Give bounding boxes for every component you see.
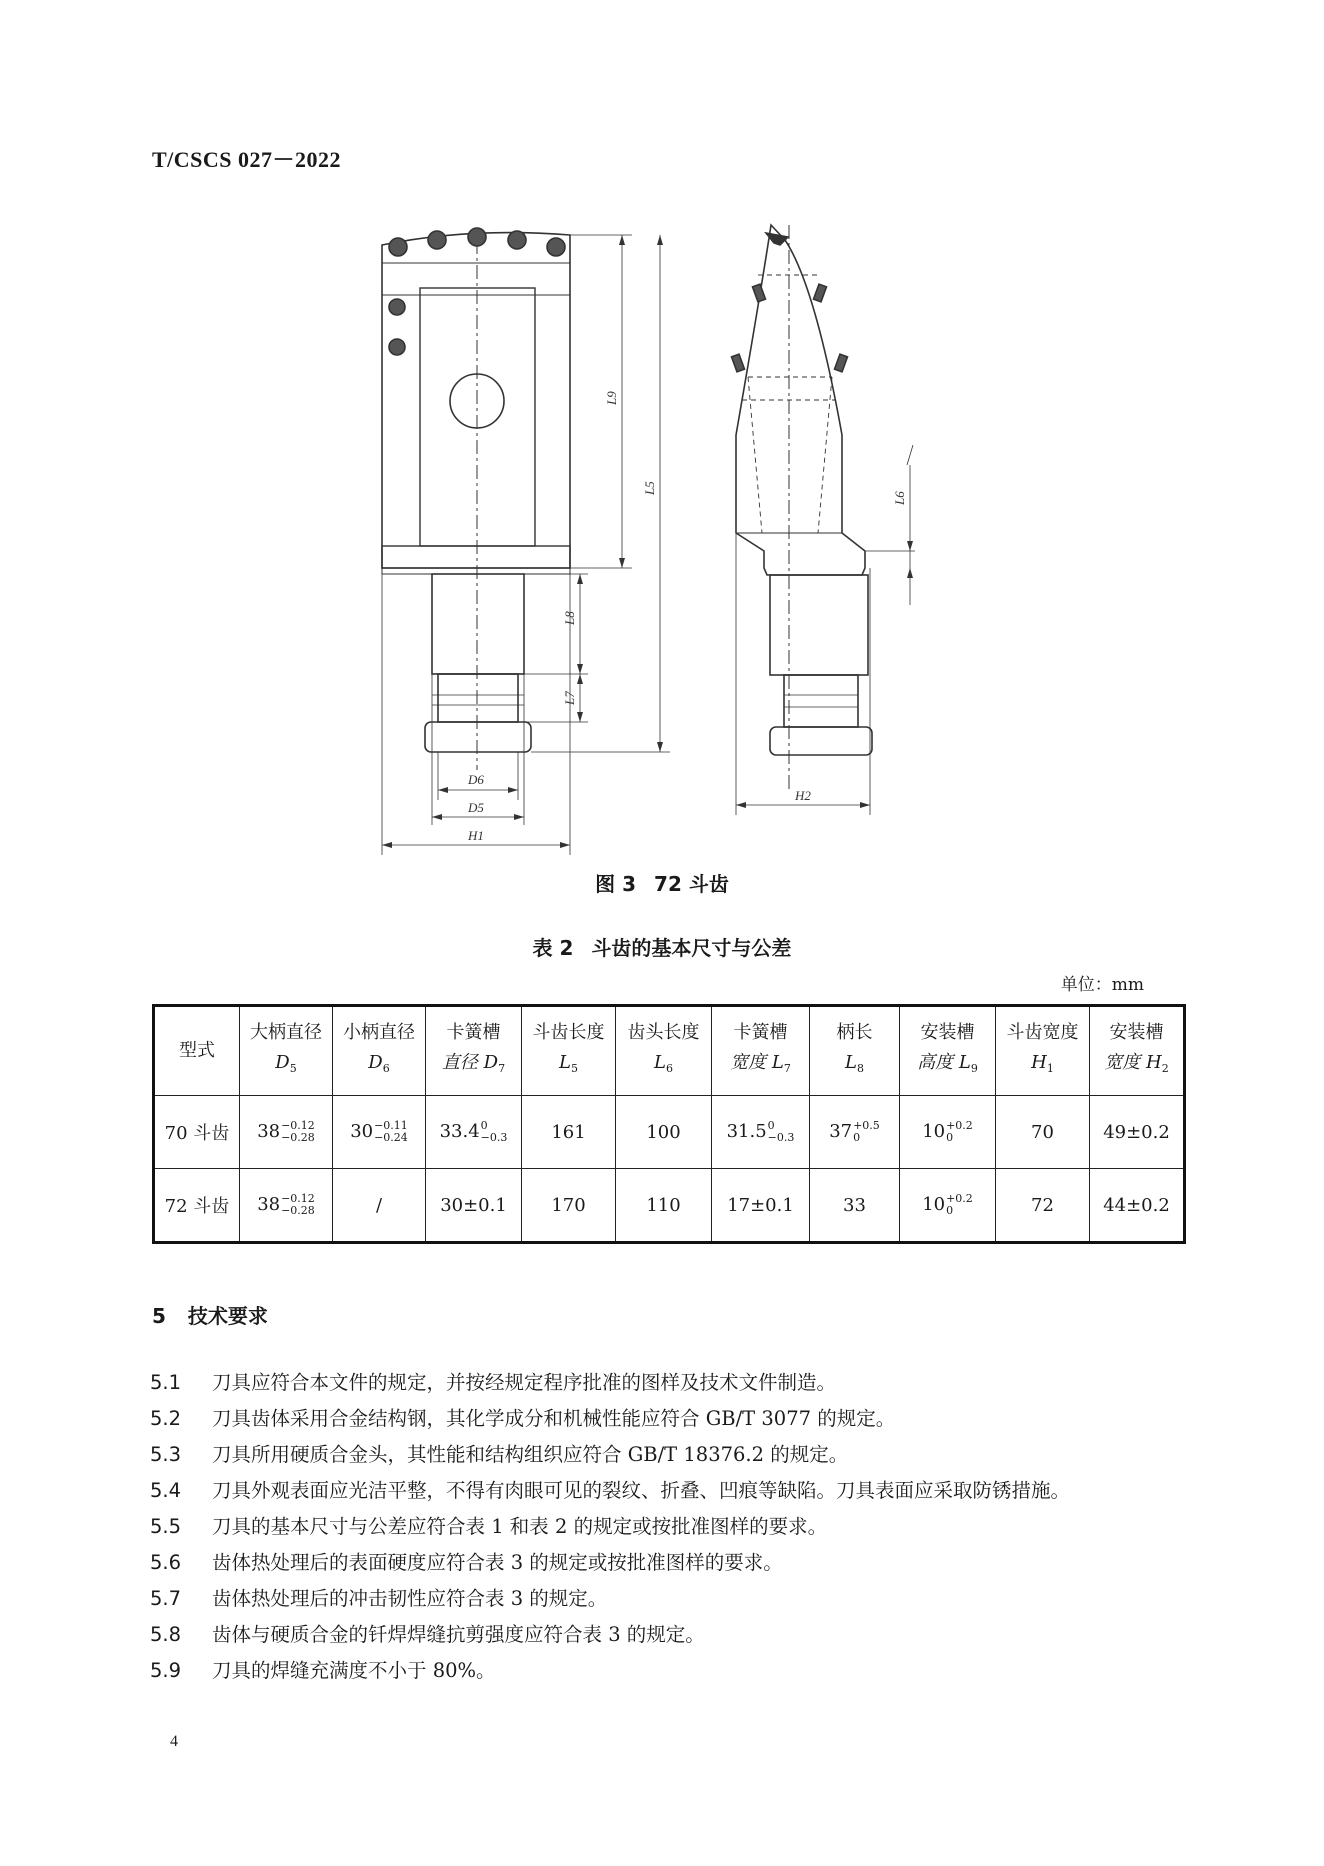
lower-deviation: 0 (853, 1131, 861, 1144)
dim-label-d6: D6 (468, 772, 484, 787)
clause-item (150, 1509, 1190, 1545)
clause-text: 刀具所用硬质合金头，其性能和结构组织应符合 GB/T 18376.2 的规定。 (212, 1443, 849, 1466)
table-cell-d5 (240, 1096, 333, 1169)
tolerance (481, 1120, 508, 1144)
column-header-symbol: 直径 D (441, 1052, 499, 1073)
column-header (426, 1006, 522, 1096)
table-cell-h2: 44±0.2 (1090, 1169, 1185, 1243)
column-header-symbol: 宽度 L (730, 1052, 784, 1073)
dim-label-h1: H1 (468, 828, 484, 843)
column-header (616, 1006, 712, 1096)
clause-number: 5.6 (150, 1551, 182, 1574)
lower-deviation: −0.24 (374, 1131, 408, 1144)
column-header-line1: 小柄直径 (343, 1022, 415, 1043)
lower-deviation: 0 (946, 1204, 954, 1217)
dim-label-l9: L9 (604, 391, 619, 405)
tolerance (946, 1193, 973, 1217)
clause-text: 齿体热处理后的表面硬度应符合表 3 的规定或按批准图样的要求。 (212, 1551, 783, 1574)
column-header-line2 (242, 1048, 330, 1084)
column-header (810, 1006, 900, 1096)
table-cell-l7: 17±0.1 (712, 1169, 810, 1243)
lower-deviation: −0.28 (281, 1131, 315, 1144)
column-header-line2 (714, 1048, 807, 1084)
table-cell-h2: 49±0.2 (1090, 1096, 1185, 1169)
column-header-line1: 斗齿长度 (532, 1022, 605, 1043)
column-header-line1: 齿头长度 (627, 1022, 700, 1043)
dim-label-l8: L8 (562, 611, 577, 625)
dim-label-l6: L6 (892, 491, 907, 505)
upper-deviation: −0.12 (281, 1192, 315, 1205)
dim-label-d5: D5 (468, 800, 484, 815)
tolerance (281, 1193, 315, 1217)
column-header-subscript: 6 (382, 1062, 390, 1075)
column-header-subscript: 8 (856, 1062, 864, 1075)
column-header-line1: 卡簧槽 (733, 1022, 788, 1043)
dim-label-l5: L5 (642, 481, 657, 495)
clause-number: 5.5 (150, 1515, 182, 1538)
lower-deviation: −0.3 (767, 1131, 795, 1144)
column-header-line2 (812, 1048, 897, 1084)
table-cell-d7 (426, 1096, 522, 1169)
figure-label: 图 3 (595, 872, 637, 896)
clause-item (150, 1617, 1190, 1653)
column-header (522, 1006, 616, 1096)
table-cell-type: 70 斗齿 (154, 1096, 240, 1169)
lower-deviation: −0.28 (281, 1204, 315, 1217)
table-unit: 单位：mm (1060, 975, 1144, 995)
column-header (996, 1006, 1090, 1096)
upper-deviation: +0.2 (946, 1119, 973, 1132)
table-cell-h1: 70 (996, 1096, 1090, 1169)
column-header-subscript: 7 (498, 1062, 506, 1075)
header-row (154, 1006, 1185, 1096)
tolerance (853, 1120, 880, 1144)
nominal-value: 31.5 (726, 1121, 767, 1142)
nominal-value: 37 (829, 1121, 853, 1142)
section-number: 5 (152, 1304, 166, 1328)
table-row (154, 1169, 1185, 1243)
clause-text: 齿体与硬质合金的钎焊焊缝抗剪强度应符合表 3 的规定。 (212, 1623, 705, 1646)
column-header (154, 1006, 240, 1096)
figure-drawing (370, 215, 970, 855)
document-code: T/CSCS 027－2022 (152, 147, 342, 172)
column-header-line2 (902, 1048, 993, 1084)
column-header-subscript: 7 (783, 1062, 791, 1075)
table-cell-d7: 30±0.1 (426, 1169, 522, 1243)
section-heading (152, 1300, 268, 1329)
clause-item (150, 1653, 1190, 1689)
column-header-symbol: D (368, 1052, 383, 1073)
upper-deviation: 0 (767, 1119, 775, 1132)
clause-item (150, 1581, 1190, 1617)
column-header-line1: 卡簧槽 (446, 1022, 501, 1043)
table-cell-l9 (900, 1096, 996, 1169)
column-header-line2 (618, 1048, 709, 1084)
column-header-subscript: 2 (1161, 1062, 1169, 1075)
dimension-table (152, 1004, 1186, 1244)
column-header-symbol: H (1031, 1052, 1047, 1073)
clause-number: 5.7 (150, 1587, 182, 1610)
column-header-line2 (1092, 1048, 1181, 1084)
table-cell-l6: 100 (616, 1096, 712, 1169)
column-header-subscript: 9 (970, 1062, 978, 1075)
column-header (900, 1006, 996, 1096)
column-header-line2 (428, 1048, 519, 1084)
column-header-subscript: 1 (1046, 1062, 1054, 1075)
column-header-line2 (998, 1048, 1087, 1084)
column-header-symbol: L (654, 1052, 666, 1073)
tolerance (281, 1120, 315, 1144)
clause-text: 刀具应符合本文件的规定，并按经规定程序批准的图样及技术文件制造。 (212, 1371, 837, 1394)
section-title: 技术要求 (187, 1304, 268, 1328)
nominal-value: 10 (922, 1121, 946, 1142)
column-header-subscript: 5 (570, 1062, 578, 1075)
clause-text: 齿体热处理后的冲击韧性应符合表 3 的规定。 (212, 1587, 608, 1610)
table-cell-d6 (333, 1096, 426, 1169)
clause-number: 5.9 (150, 1659, 182, 1682)
nominal-value: 30 (350, 1121, 374, 1142)
figure-title: 72 斗齿 (654, 872, 729, 896)
column-header (712, 1006, 810, 1096)
page-number: 4 (170, 1733, 178, 1750)
table-cell-l5: 161 (522, 1096, 616, 1169)
upper-deviation: +0.2 (946, 1192, 973, 1205)
clause-number: 5.3 (150, 1443, 182, 1466)
table-label: 表 2 (532, 936, 574, 960)
clause-text: 刀具的焊缝充满度不小于 80%。 (212, 1659, 496, 1682)
clause-text: 刀具外观表面应光洁平整，不得有肉眼可见的裂纹、折叠、凹痕等缺陷。刀具表面应采取防锈措施。 (212, 1479, 1071, 1502)
upper-deviation: −0.12 (281, 1119, 315, 1132)
tolerance (768, 1120, 795, 1144)
column-header-line1: 柄长 (836, 1022, 873, 1043)
dim-label-l7: L7 (562, 691, 577, 705)
column-header-line1: 斗齿宽度 (1006, 1022, 1079, 1043)
dim-label-h2: H2 (795, 788, 811, 803)
column-header-symbol: 高度 L (917, 1052, 971, 1073)
nominal-value: 38 (257, 1121, 281, 1142)
table-cell-l5: 170 (522, 1169, 616, 1243)
table-cell-l6: 110 (616, 1169, 712, 1243)
upper-deviation: +0.5 (853, 1119, 880, 1132)
table-cell-h1: 72 (996, 1169, 1090, 1243)
table-body (154, 1096, 1185, 1243)
column-header (1090, 1006, 1185, 1096)
column-header-symbol: D (275, 1052, 290, 1073)
nominal-value: 38 (257, 1194, 281, 1215)
lower-deviation: 0 (946, 1131, 954, 1144)
clause-item (150, 1437, 1190, 1473)
table-cell-d5 (240, 1169, 333, 1243)
table-caption (0, 932, 1324, 961)
tolerance (374, 1120, 408, 1144)
column-header-symbol: L (559, 1052, 571, 1073)
column-header-line2 (524, 1048, 613, 1084)
table-header (154, 1006, 1185, 1096)
nominal-value: 33.4 (439, 1121, 480, 1142)
column-header-line1: 型式 (179, 1040, 215, 1061)
table-title: 斗齿的基本尺寸与公差 (591, 936, 792, 960)
column-header-line1: 安装槽 (920, 1022, 975, 1043)
column-header-symbol: 宽度 H (1104, 1052, 1162, 1073)
table-cell-l8: 33 (810, 1169, 900, 1243)
clause-item (150, 1545, 1190, 1581)
column-header-line1: 安装槽 (1109, 1022, 1164, 1043)
column-header-subscript: 6 (665, 1062, 673, 1075)
clause-number: 5.4 (150, 1479, 182, 1502)
lower-deviation: −0.3 (480, 1131, 508, 1144)
clause-text: 刀具齿体采用合金结构钢，其化学成分和机械性能应符合 GB/T 3077 的规定。 (212, 1407, 896, 1430)
clause-number: 5.8 (150, 1623, 182, 1646)
column-header (333, 1006, 426, 1096)
table-cell-type: 72 斗齿 (154, 1169, 240, 1243)
clause-number: 5.2 (150, 1407, 182, 1430)
upper-deviation: 0 (480, 1119, 488, 1132)
table-cell-d6: / (333, 1169, 426, 1243)
clause-item (150, 1473, 1190, 1509)
tolerance (946, 1120, 973, 1144)
clause-number: 5.1 (150, 1371, 182, 1394)
table-cell-l9 (900, 1169, 996, 1243)
table-cell-l8 (810, 1096, 900, 1169)
column-header-subscript: 5 (289, 1062, 297, 1075)
clause-list (150, 1365, 1190, 1689)
clause-item (150, 1401, 1190, 1437)
upper-deviation: −0.11 (374, 1119, 408, 1132)
column-header (240, 1006, 333, 1096)
clause-text: 刀具的基本尺寸与公差应符合表 1 和表 2 的规定或按批准图样的要求。 (212, 1515, 828, 1538)
table-row (154, 1096, 1185, 1169)
column-header-symbol: L (845, 1052, 857, 1073)
clause-item (150, 1365, 1190, 1401)
column-header-line2 (335, 1048, 423, 1084)
table-cell-l7 (712, 1096, 810, 1169)
nominal-value: 10 (922, 1194, 946, 1215)
column-header-line1: 大柄直径 (250, 1022, 322, 1043)
figure-caption (0, 868, 1324, 897)
